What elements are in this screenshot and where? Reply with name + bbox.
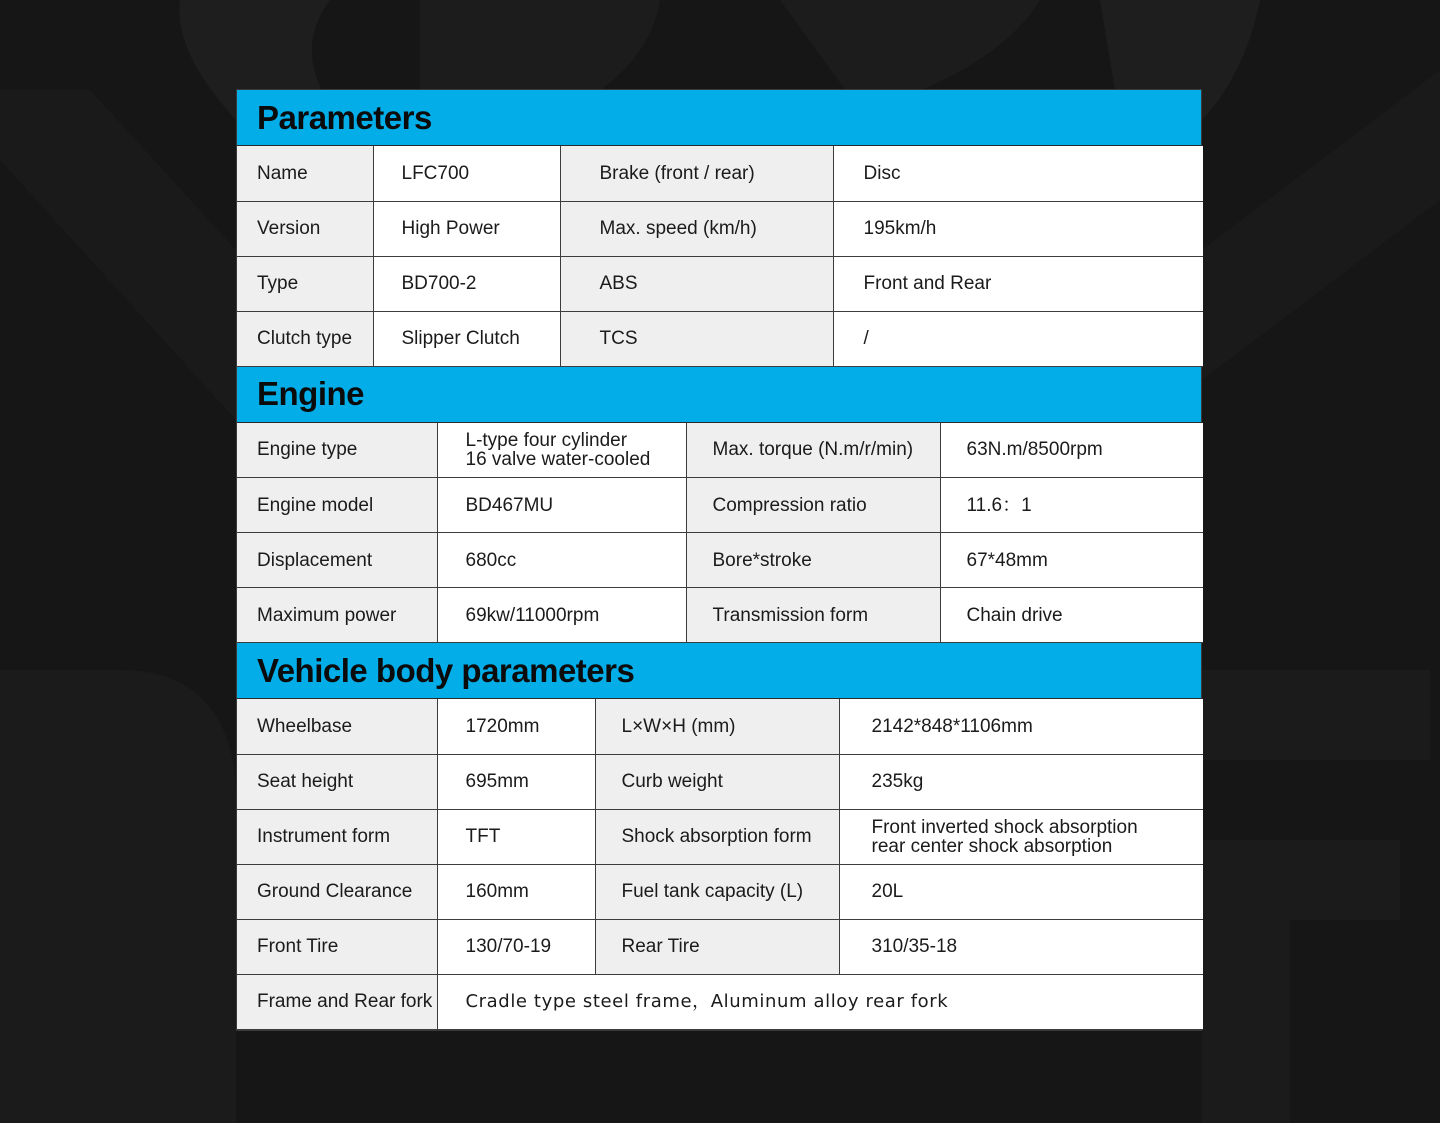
spec-value-line: Front inverted shock absorption [871,816,1138,838]
spec-label: Instrument form [237,809,437,864]
spec-label: Shock absorption form [595,809,839,864]
table-row [237,699,1203,754]
spec-label: Seat height [237,754,437,809]
table-row [237,256,1203,311]
spec-value: 1720mm [437,699,595,754]
spec-value: 195km/h [833,201,1203,256]
spec-label: Name [237,146,373,201]
spec-value-line: 16 valve water-cooled [465,448,651,470]
table-row [237,423,1203,478]
section-title-vehicle-body: Vehicle body parameters [237,643,1201,699]
table-row [237,974,1203,1029]
table-row [237,311,1203,366]
parameters-table [237,146,1203,367]
spec-label: Clutch type [237,311,373,366]
spec-value: Chain drive [940,588,1203,643]
spec-value: Slipper Clutch [373,311,560,366]
spec-label: Brake (front / rear) [560,146,833,201]
engine-table [237,423,1203,644]
spec-label: Version [237,201,373,256]
spec-value: 69kw/11000rpm [437,588,686,643]
spec-label: Max. torque (N.m/r/min) [686,423,940,478]
spec-value: TFT [437,809,595,864]
spec-label: Displacement [237,533,437,588]
spec-label: Max. speed (km/h) [560,201,833,256]
spec-label: Ground Clearance [237,864,437,919]
spec-label: Fuel tank capacity (L) [595,864,839,919]
spec-label: ABS [560,256,833,311]
spec-value: LFC700 [373,146,560,201]
table-row [237,919,1203,974]
spec-label: Maximum power [237,588,437,643]
spec-label: Engine model [237,478,437,533]
spec-value: Cradle type steel frame，Aluminum alloy rear fork [437,974,1203,1029]
spec-value: 11.6：1 [940,478,1203,533]
spec-label: Compression ratio [686,478,940,533]
spec-label: Type [237,256,373,311]
spec-label: L×W×H (mm) [595,699,839,754]
spec-value: 20L [839,864,1203,919]
table-row [237,201,1203,256]
spec-label: Frame and Rear fork [237,974,437,1029]
spec-value-line: rear center shock absorption [871,835,1113,857]
spec-value: Front and Rear [833,256,1203,311]
table-row [237,146,1203,201]
spec-value: 67*48mm [940,533,1203,588]
section-title-parameters: Parameters [237,90,1201,146]
spec-value: 130/70-19 [437,919,595,974]
table-row [237,809,1203,864]
spec-value: Disc [833,146,1203,201]
spec-value: BD700-2 [373,256,560,311]
spec-value: High Power [373,201,560,256]
spec-label: Bore*stroke [686,533,940,588]
spec-value: 63N.m/8500rpm [940,423,1203,478]
spec-value: 695mm [437,754,595,809]
spec-sheet [236,89,1202,1031]
table-row [237,533,1203,588]
table-row [237,754,1203,809]
vehicle-body-table [237,699,1203,1030]
spec-label: Rear Tire [595,919,839,974]
spec-value: 235kg [839,754,1203,809]
section-title-engine: Engine [237,367,1201,423]
spec-value [437,423,686,478]
spec-value: BD467MU [437,478,686,533]
spec-value: 310/35-18 [839,919,1203,974]
spec-label: Wheelbase [237,699,437,754]
table-row [237,478,1203,533]
table-row [237,588,1203,643]
table-row [237,864,1203,919]
spec-value: / [833,311,1203,366]
spec-label: Transmission form [686,588,940,643]
spec-label: Front Tire [237,919,437,974]
spec-label: TCS [560,311,833,366]
spec-label: Curb weight [595,754,839,809]
spec-label: Engine type [237,423,437,478]
spec-value-line: L-type four cylinder [465,429,628,451]
spec-value: 160mm [437,864,595,919]
spec-value [839,809,1203,864]
spec-value: 2142*848*1106mm [839,699,1203,754]
spec-value: 680cc [437,533,686,588]
